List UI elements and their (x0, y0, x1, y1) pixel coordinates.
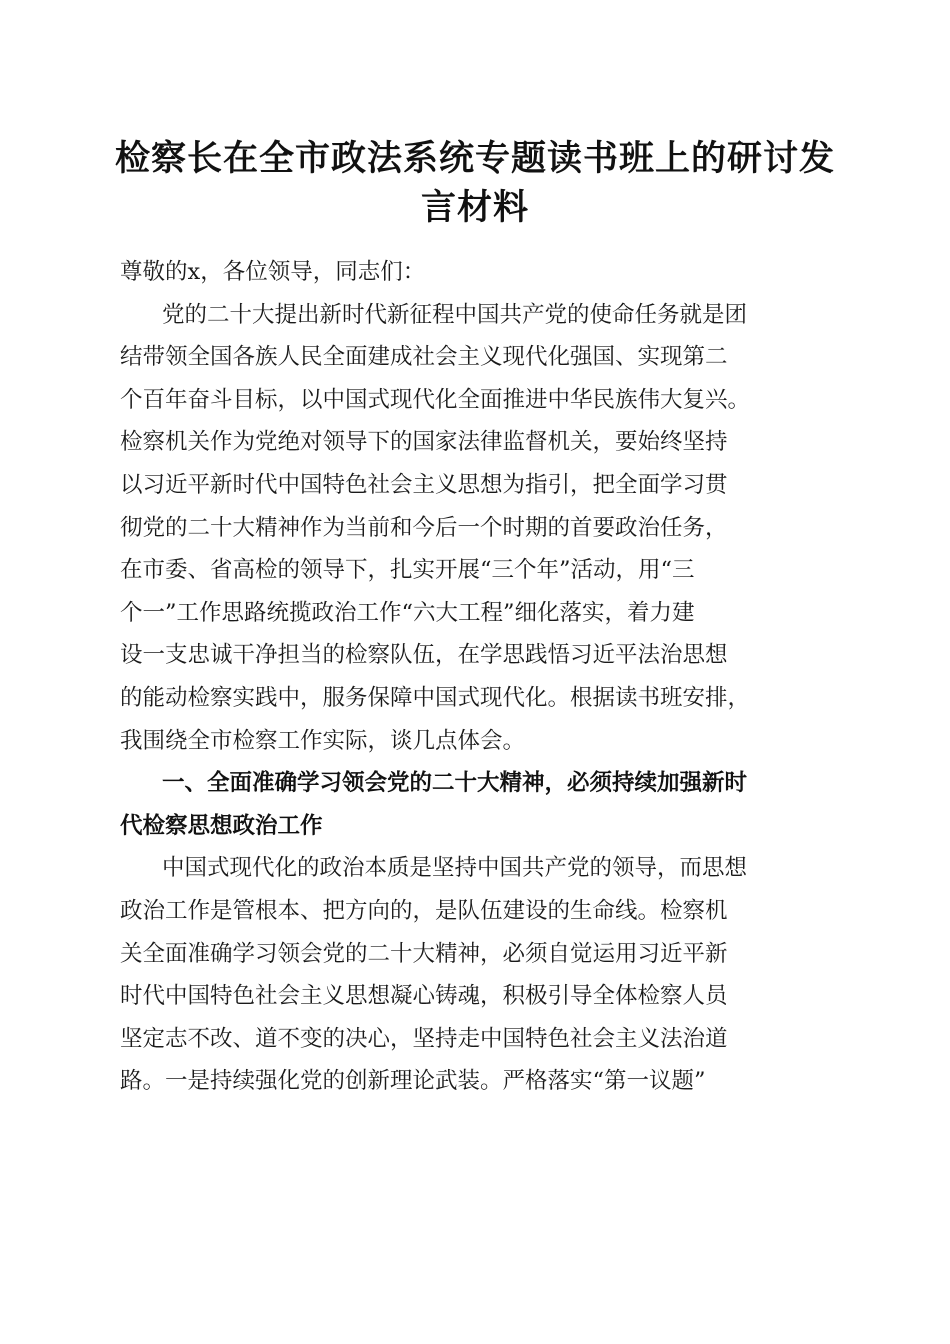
paragraph-line: 时代中国特色社会主义思想凝心铸魂，积极引导全体检察人员 (120, 983, 728, 1010)
section-heading-1 (120, 762, 835, 847)
paragraph-line: 以习近平新时代中国特色社会主义思想为指引，把全面学习贯 (120, 471, 728, 498)
paragraph-line: 路。一是持续强化党的创新理论武装。严格落实“第一议题” (120, 1068, 706, 1095)
paragraph-line: 检察机关作为党绝对领导下的国家法律监督机关，要始终坚持 (120, 429, 728, 456)
heading-line: 代检察思想政治工作 (120, 812, 323, 839)
paragraph-line: 政治工作是管根本、把方向的，是队伍建设的生命线。检察机 (120, 897, 728, 924)
title-line: 检察长在全市政法系统专题读书班上的研讨发 (114, 138, 835, 179)
paragraph-line: 党的二十大提出新时代新征程中国共产党的使命任务就是团 (162, 301, 748, 328)
paragraph-line: 坚定志不改、道不变的决心，坚持走中国特色社会主义法治道 (120, 1025, 728, 1052)
paragraph-line: 我围绕全市检察工作实际，谈几点体会。 (120, 727, 526, 754)
paragraph-line: 个百年奋斗目标，以中国式现代化全面推进中华民族伟大复兴。 (120, 386, 751, 413)
paragraph-line: 在市委、省高检的领导下，扎实开展“三个年”活动，用“三 (120, 557, 695, 584)
paragraph-intro (120, 294, 835, 763)
document-title (100, 134, 850, 232)
paragraph-section-1 (120, 847, 835, 1103)
paragraph-line: 个一”工作思路统揽政治工作“六大工程”细化落实，着力建 (120, 599, 695, 626)
paragraph-line: 关全面准确学习领会党的二十大精神，必须自觉运用习近平新 (120, 940, 728, 967)
paragraph-line: 的能动检察实践中，服务保障中国式现代化。根据读书班安排， (120, 684, 751, 711)
document-body (120, 251, 835, 1103)
heading-line: 一、全面准确学习领会党的二十大精神，必须持续加强新时 (162, 770, 748, 797)
paragraph-line: 彻党的二十大精神作为当前和今后一个时期的首要政治任务， (120, 514, 728, 541)
paragraph-line: 结带领全国各族人民全面建成社会主义现代化强国、实现第二 (120, 344, 728, 371)
title-line: 言材料 (420, 187, 529, 228)
salutation: 尊敬的x，各位领导，同志们： (120, 259, 426, 285)
paragraph-line: 中国式现代化的政治本质是坚持中国共产党的领导，而思想 (162, 855, 748, 882)
paragraph-line: 设一支忠诚干净担当的检察队伍，在学思践悟习近平法治思想 (120, 642, 728, 669)
